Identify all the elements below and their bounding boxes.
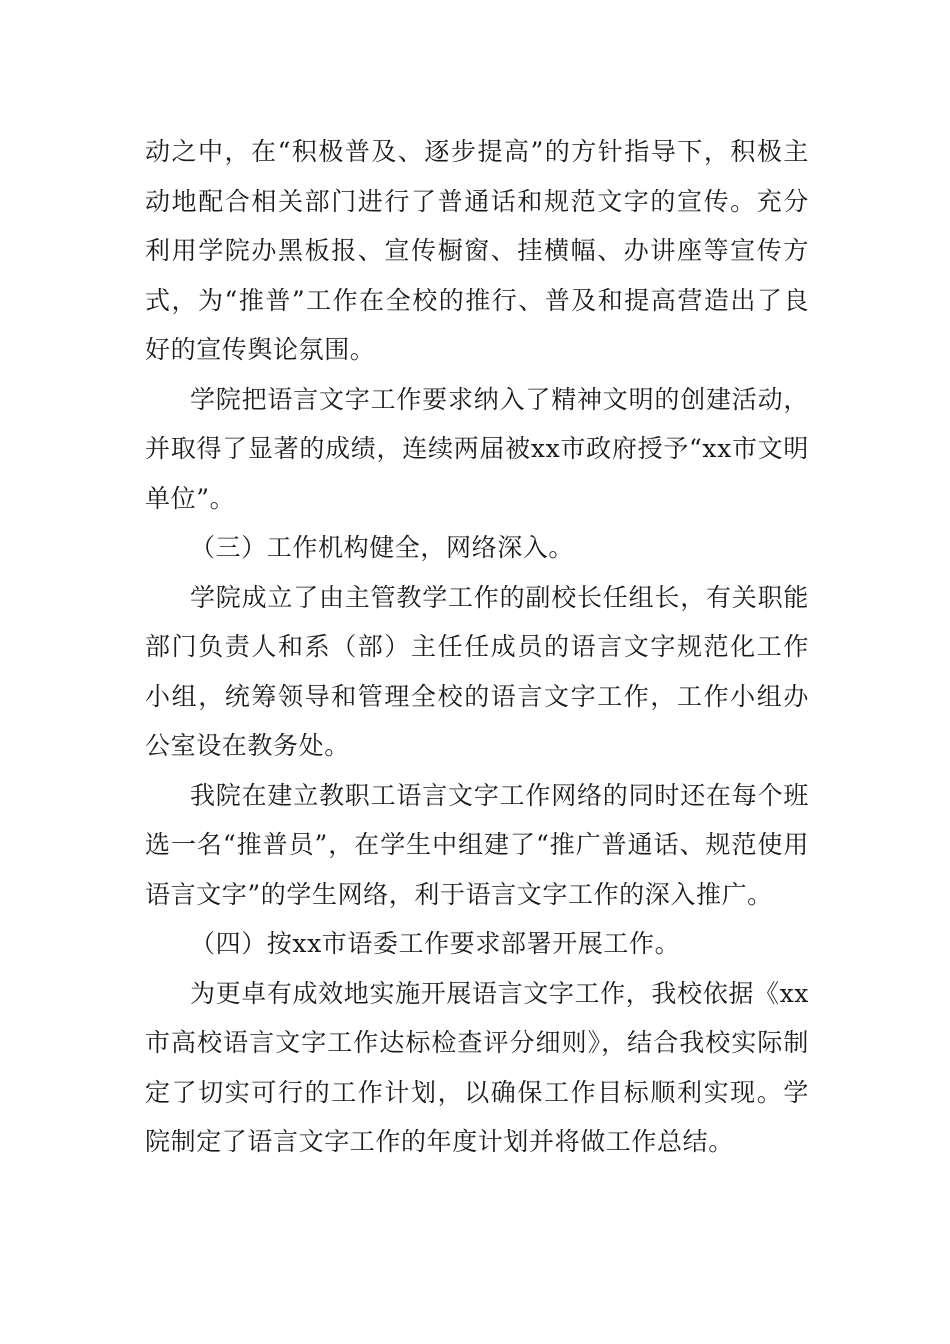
paragraph: 为更卓有成效地实施开展语言文字工作，我校依据《xx市高校语言文字工作达标检查评分细则》，结合我校实际制定了切实可行的工作计划，以确保工作目标顺利实现。学院制定了语言文字工作的年度计划并将做工作总结。 (145, 978, 809, 1156)
document-body (145, 127, 809, 1167)
section-heading: （四）按xx市语委工作要求部署开展工作。 (190, 929, 681, 958)
section-heading: （三）工作机构健全，网络深入。 (190, 533, 575, 562)
paragraph: 学院成立了由主管教学工作的副校长任组长，有关职能部门负责人和系（部）主任任成员的语言文字规范化工作小组，统筹领导和管理全校的语言文字工作，工作小组办公室设在教务处。 (145, 582, 809, 760)
paragraph: 学院把语言文字工作要求纳入了精神文明的创建活动，并取得了显著的成绩，连续两届被xx市政府授予“xx市文明单位”。 (145, 384, 809, 513)
paragraph: 我院在建立教职工语言文字工作网络的同时还在每个班选一名“推普员”，在学生中组建了“推广普通话、规范使用语言文字”的学生网络，利于语言文字工作的深入推广。 (145, 780, 809, 909)
paragraph-continuation: 动之中，在“积极普及、逐步提高”的方针指导下，积极主动地配合相关部门进行了普通话和规范文字的宣传。充分利用学院办黑板报、宣传橱窗、挂横幅、办讲座等宣传方式，为“推普”工作在全校的推行、普及和提高营造出了良好的宣传舆论氛围。 (145, 137, 809, 364)
